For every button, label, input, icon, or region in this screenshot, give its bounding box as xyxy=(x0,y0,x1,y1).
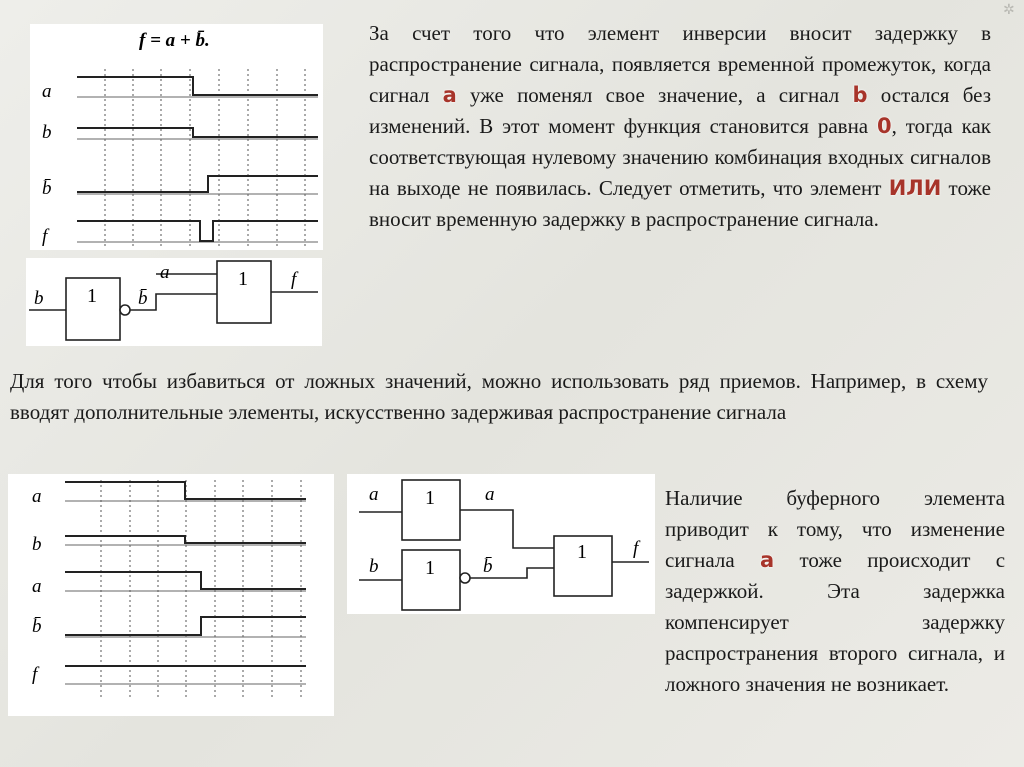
bottom-timing-diagram xyxy=(8,474,334,716)
text-run: тоже вносит временную задержку в распространение сигнала. xyxy=(369,176,991,231)
explanation-paragraph-top xyxy=(369,18,991,235)
buffer-gate-label: 1 xyxy=(425,487,435,509)
text-run: уже поменял свое значение, а сигнал xyxy=(456,83,853,107)
text-run: остался без изменений. В этот момент функция становится равна xyxy=(369,83,991,138)
signal-label-a-delayed: a xyxy=(32,576,42,597)
signal-label-a: a xyxy=(32,486,42,507)
top-circuit-figure xyxy=(26,258,322,346)
bottom-circuit-figure xyxy=(347,474,655,614)
highlight-signal-a: a xyxy=(442,83,457,107)
top-circuit-diagram xyxy=(26,258,322,346)
waveform-a xyxy=(77,77,318,95)
formula: f = a + b̄. xyxy=(139,30,210,51)
inversion-bubble xyxy=(460,573,470,583)
bottom-timing-figure xyxy=(8,474,334,716)
signal-label-b: b xyxy=(32,534,42,555)
signal-label-b: b xyxy=(42,122,52,143)
input-a-label: a xyxy=(369,484,379,505)
or-gate-label: 1 xyxy=(577,541,587,563)
signal-label-f: f xyxy=(42,226,48,247)
buffer-out-label: a xyxy=(485,484,495,505)
explanation-paragraph-middle: Для того чтобы избавиться от ложных значений, можно использовать ряд приемов. Например, в схему вводят дополнительные элементы, искусственно задерживая распространение сигнала xyxy=(10,369,988,424)
or-gate-label: 1 xyxy=(238,268,248,290)
inversion-bubble xyxy=(120,305,130,315)
output-f-label: f xyxy=(633,538,639,559)
signal-label-a: a xyxy=(42,81,52,102)
highlight-zero: 0 xyxy=(877,114,892,138)
top-timing-figure xyxy=(30,24,323,250)
inverter-out-label: b̄ xyxy=(483,556,493,577)
signal-label-f: f xyxy=(32,664,38,685)
text-run: , тогда как соответствующая нулевому значению комбинация входных сигналов на выходе не появилась. Следует отметить, что элемент xyxy=(369,114,991,200)
highlight-signal-b: b xyxy=(852,83,868,107)
inverter-gate-label: 1 xyxy=(425,557,435,579)
text-run: Наличие буферного элемента приводит к тому, что изменение сигнала xyxy=(665,486,1005,572)
wire-buffer-out xyxy=(460,510,554,548)
text-run: За счет того что элемент инверсии вносит задержку в распространение сигнала, появляется временной промежуток, когда сигнал xyxy=(369,21,991,107)
corner-decoration-icon: ✲ xyxy=(1003,3,1015,18)
input-b-label: b xyxy=(369,556,379,577)
highlight-or: ИЛИ xyxy=(888,176,942,200)
highlight-signal-a: a xyxy=(760,548,775,572)
waveform-f xyxy=(77,221,318,241)
input-b-label: b xyxy=(34,288,44,309)
input-a-label: a xyxy=(160,262,170,283)
inverter-gate-label: 1 xyxy=(87,285,97,307)
top-timing-diagram xyxy=(30,24,323,250)
text-run: тоже происходит с задержкой. Эта задержка компенсирует задержку распространения второго сигнала, и ложного значения не возникает. xyxy=(665,548,1006,696)
signal-label-b-bar: b̄ xyxy=(32,616,42,637)
output-f-label: f xyxy=(291,269,297,290)
b-bar-label: b̄ xyxy=(138,288,148,309)
bottom-circuit-diagram xyxy=(347,474,655,614)
waveform-b xyxy=(77,128,318,137)
waveform-b-bar xyxy=(77,176,318,192)
explanation-paragraph-right xyxy=(665,483,1005,700)
signal-label-b-bar: b̄ xyxy=(42,178,52,199)
